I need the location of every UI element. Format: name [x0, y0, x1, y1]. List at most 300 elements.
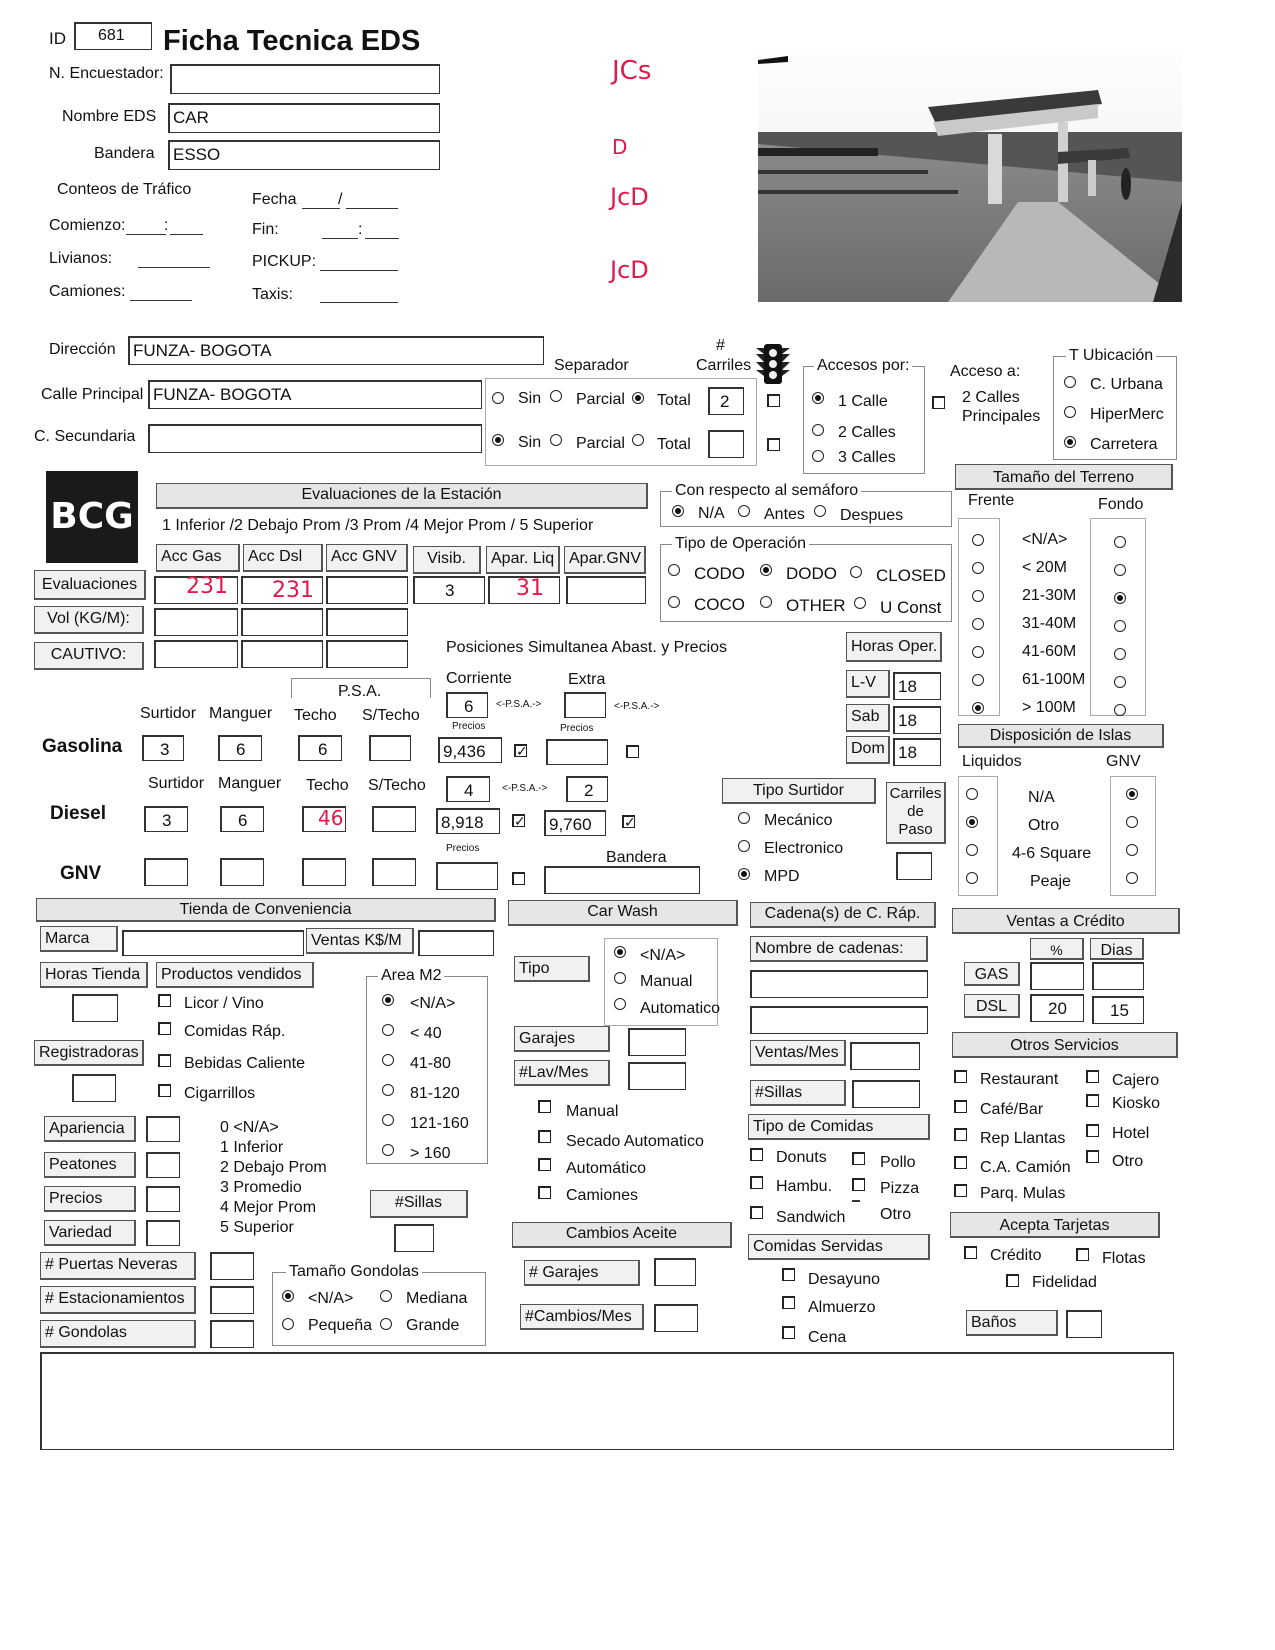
carwash-header: Car Wash: [508, 900, 738, 926]
gondolas-grande-label: Grande: [406, 1317, 460, 1334]
apariencia-field[interactable]: [146, 1116, 180, 1142]
aceite-garajes-field[interactable]: [654, 1258, 696, 1286]
cadenas-nombre-field-1[interactable]: [750, 970, 928, 998]
acceso-a-label: Acceso a:: [950, 363, 1021, 380]
terreno-frente-radio[interactable]: [972, 702, 984, 714]
cadenas-ventas-label: Ventas/Mes: [750, 1040, 846, 1066]
cena-checkbox[interactable]: [782, 1326, 795, 1339]
terreno-frente-label: Frente: [968, 492, 1015, 509]
terreno-option-label: 21-30M: [1022, 587, 1077, 604]
gas-techo-label: Techo: [294, 707, 337, 724]
islas-option-label: 4-6 Square: [1012, 845, 1092, 862]
operacion-coco-radio[interactable]: [668, 596, 680, 608]
operacion-codo-label: CODO: [694, 564, 745, 583]
precios-label: Precios: [44, 1186, 136, 1212]
carwash-c-manual-label: Manual: [566, 1103, 619, 1120]
operacion-coco-label: COCO: [694, 595, 745, 614]
semaforo-principal-checkbox[interactable]: [767, 394, 780, 407]
islas-option-label: N/A: [1028, 789, 1055, 806]
islas-gnv-radio[interactable]: [1126, 816, 1138, 828]
semaforo-antes-radio[interactable]: [738, 505, 750, 517]
carriles-label: Carriles: [696, 357, 752, 374]
islas-gnv-label: GNV: [1106, 753, 1141, 770]
horas-dom-field[interactable]: 18: [893, 738, 941, 766]
area-radio[interactable]: [382, 994, 394, 1006]
area-option-label: 81-120: [410, 1085, 460, 1102]
sep-principal-total-radio[interactable]: [632, 392, 644, 404]
gas-corriente-checkbox[interactable]: ✓: [516, 743, 528, 759]
dsl-surtidor-field[interactable]: 3: [144, 806, 188, 832]
restaurant-label: Restaurant: [980, 1071, 1059, 1088]
gondolas-mediana-radio[interactable]: [380, 1290, 392, 1302]
operacion-dodo-radio[interactable]: [760, 564, 772, 576]
licor-label: Licor / Vino: [184, 995, 264, 1012]
islas-liquidos-radio[interactable]: [966, 788, 978, 800]
surtidor-electronico-label: Electronico: [764, 840, 844, 857]
puertas-neveras-label: # Puertas Neveras: [40, 1252, 196, 1280]
handwritten-mark-4: JcD: [610, 256, 649, 284]
cigarrillos-checkbox[interactable]: [158, 1084, 171, 1097]
fin-label: Fin:: [252, 221, 279, 238]
taxis-label: Taxis:: [252, 286, 293, 303]
operacion-codo-radio[interactable]: [668, 564, 680, 576]
camiones-label: Camiones:: [49, 283, 126, 300]
pollo-label: Pollo: [880, 1154, 916, 1171]
comidas-rap-label: Comidas Ráp.: [184, 1023, 286, 1040]
posiciones-title: Posiciones Simultanea Abast. y Precios: [446, 639, 728, 656]
ubicacion-hipermerc-label: HiperMerc: [1090, 406, 1164, 423]
gas-stecho-label: S/Techo: [362, 707, 420, 724]
area-option-label: 121-160: [410, 1115, 469, 1132]
estacionamientos-field[interactable]: [210, 1286, 254, 1314]
surtidor-electronico-radio[interactable]: [738, 840, 750, 852]
semaforo-secundaria-checkbox[interactable]: [767, 438, 780, 451]
parq-mulas-checkbox[interactable]: [954, 1184, 967, 1197]
carwash-manual-label: Manual: [640, 973, 693, 990]
semaforo-despues-radio[interactable]: [814, 505, 826, 517]
kiosko-label: Kiosko: [1112, 1095, 1161, 1112]
ubicacion-title: T Ubicación: [1066, 348, 1156, 364]
cautivo-acc-gnv-field[interactable]: [326, 640, 408, 668]
gnv-label: GNV: [60, 863, 102, 884]
gnv-manguer-field[interactable]: [220, 858, 264, 886]
gondolas-field[interactable]: [210, 1320, 254, 1348]
extra-label: Extra: [568, 671, 606, 688]
gondolas-na-radio[interactable]: [282, 1290, 294, 1302]
marca-field[interactable]: [122, 930, 304, 956]
livianos-line[interactable]: [138, 267, 210, 268]
handwritten-mark-2: D: [612, 135, 628, 159]
variedad-label: Variedad: [44, 1220, 136, 1246]
gas-techo-field[interactable]: 6: [298, 735, 342, 761]
licor-checkbox[interactable]: [158, 994, 171, 1007]
registradoras-field[interactable]: [72, 1074, 116, 1102]
ca-camion-label: C.A. Camión: [980, 1159, 1071, 1176]
islas-liquidos-radio[interactable]: [966, 844, 978, 856]
gondolas-pequena-label: Pequeña: [308, 1317, 373, 1334]
ubicacion-carretera-radio[interactable]: [1064, 436, 1076, 448]
pizza-checkbox[interactable]: [852, 1178, 865, 1191]
gnv-techo-field[interactable]: [302, 858, 346, 886]
separador-label: Separador: [554, 357, 629, 374]
operacion-closed-radio[interactable]: [850, 566, 862, 578]
terreno-option-label: 41-60M: [1022, 643, 1077, 660]
terreno-fondo-radio[interactable]: [1114, 564, 1126, 576]
direccion-field[interactable]: FUNZA- BOGOTA: [128, 336, 544, 365]
terreno-fondo-radio[interactable]: [1114, 536, 1126, 548]
ventas-tienda-label: Ventas K$/M: [306, 928, 414, 954]
fecha-label: Fecha: [252, 191, 297, 208]
gnv-bandera-field[interactable]: [544, 866, 700, 894]
comienzo-label: Comienzo:: [49, 217, 126, 234]
id-field[interactable]: 681: [74, 22, 152, 50]
hotel-checkbox[interactable]: [1086, 1124, 1099, 1137]
acceso-principales-label: Principales: [962, 408, 1041, 425]
dsl-surtidor-label: Surtidor: [148, 775, 205, 792]
accesos-3calles-radio[interactable]: [812, 450, 824, 462]
gas-surtidor-field[interactable]: 3: [142, 735, 184, 761]
accesos-3calles-label: 3 Calles: [838, 449, 896, 466]
gas-extra-checkbox[interactable]: [626, 745, 639, 758]
comienzo-hour-line[interactable]: [126, 234, 166, 235]
area-radio[interactable]: [382, 1024, 394, 1036]
islas-liquidos-label: Liquidos: [962, 753, 1022, 770]
nombre-eds-label: Nombre EDS: [62, 108, 157, 125]
restaurant-checkbox[interactable]: [954, 1070, 967, 1083]
kiosko-checkbox[interactable]: [1086, 1094, 1099, 1107]
gondolas-mediana-label: Mediana: [406, 1290, 468, 1307]
islas-gnv-radio[interactable]: [1126, 872, 1138, 884]
accesos-1calle-label: 1 Calle: [838, 393, 888, 410]
dsl-extra-checkbox[interactable]: ✓: [624, 814, 636, 830]
accesos-title: Accesos por:: [814, 358, 912, 374]
dsl-psa-arrow: <-P.S.A.->: [502, 783, 548, 794]
terreno-frente-radio[interactable]: [972, 590, 984, 602]
nombre-eds-field[interactable]: CAR: [168, 103, 440, 133]
operacion-dodo-label: DODO: [786, 564, 837, 583]
carwash-na-radio[interactable]: [614, 946, 626, 958]
pizza-label: Pizza: [880, 1180, 920, 1197]
surtidor-mpd-radio[interactable]: [738, 868, 750, 880]
terreno-frente-group: [958, 518, 1000, 716]
cautivo-acc-gas-field[interactable]: [154, 640, 238, 668]
banos-field[interactable]: [1066, 1310, 1102, 1338]
notes-textarea[interactable]: [40, 1352, 1174, 1450]
terreno-fondo-radio[interactable]: [1114, 648, 1126, 660]
credito-dsl-label: DSL: [964, 994, 1020, 1018]
accesos-1calle-radio[interactable]: [812, 392, 824, 404]
terreno-frente-radio[interactable]: [972, 646, 984, 658]
tarjeta-credito-checkbox[interactable]: [964, 1246, 977, 1259]
carwash-automatico-radio[interactable]: [614, 998, 626, 1010]
islas-liquidos-group: [958, 776, 998, 896]
islas-header: Disposición de Islas: [958, 724, 1164, 748]
terreno-fondo-radio[interactable]: [1114, 620, 1126, 632]
rating-scale-item: 4 Mejor Prom: [220, 1199, 317, 1216]
carwash-c-secado-checkbox[interactable]: [538, 1130, 551, 1143]
col-acc-gnv: Acc GNV: [326, 544, 408, 572]
carriles-paso-field[interactable]: [896, 852, 932, 880]
terreno-frente-radio[interactable]: [972, 674, 984, 686]
terreno-frente-radio[interactable]: [972, 534, 984, 546]
islas-liquidos-radio[interactable]: [966, 816, 978, 828]
tienda-sillas-field[interactable]: [394, 1224, 434, 1252]
calle-principal-label: Calle Principal: [41, 386, 144, 403]
col-acc-dsl: Acc Dsl: [243, 544, 323, 572]
gas-extra-precio-field[interactable]: [546, 739, 608, 765]
dsl-manguer-field[interactable]: 6: [220, 806, 264, 832]
fecha-month-line[interactable]: [346, 208, 398, 209]
peatones-field[interactable]: [146, 1152, 180, 1178]
pollo-checkbox[interactable]: [852, 1152, 865, 1165]
carwash-c-automatico-checkbox[interactable]: [538, 1158, 551, 1171]
cafe-checkbox[interactable]: [954, 1100, 967, 1113]
horas-dom-label: Dom: [846, 736, 890, 764]
horas-oper-header: Horas Oper.: [846, 632, 942, 662]
fin-min-line[interactable]: [365, 238, 399, 239]
tarjeta-fidelidad-checkbox[interactable]: [1006, 1274, 1019, 1287]
carwash-c-automatico-label: Automático: [566, 1160, 647, 1177]
carwash-garajes-field[interactable]: [628, 1028, 686, 1056]
sep-principal-sin-radio[interactable]: [492, 392, 504, 404]
calle-secundaria-label: C. Secundaria: [34, 428, 136, 445]
desayuno-checkbox[interactable]: [782, 1268, 795, 1281]
terreno-fondo-radio[interactable]: [1114, 676, 1126, 688]
fecha-day-line[interactable]: [302, 208, 340, 209]
calle-secundaria-field[interactable]: [148, 424, 482, 453]
donuts-checkbox[interactable]: [750, 1148, 763, 1161]
cadenas-ventas-field[interactable]: [850, 1042, 920, 1070]
gnv-stecho-field[interactable]: [372, 858, 416, 886]
col-apar-gnv: Apar.GNV: [564, 546, 646, 574]
area-title: Area M2: [378, 968, 444, 984]
eval-apar-gnv-field[interactable]: [566, 576, 646, 604]
almuerzo-checkbox[interactable]: [782, 1296, 795, 1309]
carriles-principal-field[interactable]: 2: [708, 387, 744, 415]
livianos-label: Livianos:: [49, 250, 113, 267]
cajero-checkbox[interactable]: [1086, 1070, 1099, 1083]
cadenas-nombre-label: Nombre de cadenas:: [750, 936, 928, 962]
encuestador-field[interactable]: [170, 64, 440, 94]
aceite-cambios-field[interactable]: [654, 1304, 698, 1332]
sandwich-checkbox[interactable]: [750, 1206, 763, 1219]
vol-acc-gnv-field[interactable]: [326, 608, 408, 636]
credito-dias-label: Dias: [1090, 938, 1144, 960]
tarjeta-flotas-checkbox[interactable]: [1076, 1248, 1089, 1261]
taxis-line[interactable]: [320, 302, 398, 303]
dsl-corriente-precio-field[interactable]: 8,918: [436, 808, 500, 834]
gas-corriente-psa-field[interactable]: 6: [446, 692, 488, 718]
registradoras-label: Registradoras: [34, 1040, 144, 1066]
hambu-checkbox[interactable]: [750, 1176, 763, 1189]
id-label: ID: [49, 29, 66, 48]
vol-acc-gas-field[interactable]: [154, 608, 238, 636]
terreno-option-label: <N/A>: [1022, 531, 1068, 548]
corriente-label: Corriente: [446, 670, 512, 687]
carwash-lav-field[interactable]: [628, 1062, 686, 1090]
credito-gas-dias-field[interactable]: [1092, 962, 1144, 990]
horas-sab-field[interactable]: 18: [893, 706, 941, 734]
gondolas-pequena-radio[interactable]: [282, 1318, 294, 1330]
row-evaluaciones: Evaluaciones: [34, 570, 146, 600]
precios-field[interactable]: [146, 1186, 180, 1212]
islas-option-label: Peaje: [1030, 873, 1071, 890]
diesel-label: Diesel: [50, 803, 106, 824]
rep-llantas-label: Rep Llantas: [980, 1130, 1066, 1147]
gnv-surtidor-field[interactable]: [144, 858, 188, 886]
accesos-2calles-radio[interactable]: [812, 424, 824, 436]
gnv-precio-field[interactable]: [436, 862, 498, 890]
terreno-option-label: 31-40M: [1022, 615, 1077, 632]
camiones-line[interactable]: [130, 300, 192, 301]
calle-principal-field[interactable]: FUNZA- BOGOTA: [148, 380, 482, 409]
operacion-uconst-label: U Const: [880, 598, 942, 617]
tarjeta-flotas-label: Flotas: [1102, 1250, 1146, 1267]
surtidor-mecanico-radio[interactable]: [738, 812, 750, 824]
surtidor-mecanico-label: Mecánico: [764, 812, 833, 829]
desayuno-label: Desayuno: [808, 1271, 881, 1288]
sep-secundaria-sin-radio[interactable]: [492, 434, 504, 446]
sep-secundaria-total-radio[interactable]: [632, 434, 644, 446]
direccion-label: Dirección: [49, 341, 116, 358]
gnv-checkbox[interactable]: [512, 872, 525, 885]
carwash-automatico-label: Automatico: [640, 1000, 721, 1017]
surtidor-mpd-label: MPD: [764, 868, 800, 885]
evaluaciones-scale: 1 Inferior /2 Debajo Prom /3 Prom /4 Mejor Prom / 5 Superior: [162, 517, 594, 534]
carwash-c-camiones-checkbox[interactable]: [538, 1186, 551, 1199]
carwash-na-label: <N/A>: [640, 947, 686, 964]
area-radio[interactable]: [382, 1114, 394, 1126]
sep-principal-parcial-radio[interactable]: [550, 390, 562, 402]
dsl-corriente-checkbox[interactable]: ✓: [514, 813, 526, 829]
otros-header: Otros Servicios: [952, 1032, 1178, 1058]
sep-secundaria-parcial-label: Parcial: [576, 435, 625, 452]
cadenas-header: Cadena(s) de C. Ráp.: [750, 902, 936, 928]
dsl-corriente-psa-field[interactable]: 4: [446, 776, 490, 802]
operacion-other-radio[interactable]: [760, 596, 772, 608]
horas-tienda-field[interactable]: [72, 994, 118, 1022]
carwash-c-manual-checkbox[interactable]: [538, 1100, 551, 1113]
comienzo-min-line[interactable]: [170, 234, 203, 235]
cautivo-acc-dsl-field[interactable]: [241, 640, 323, 668]
vol-acc-dsl-field[interactable]: [241, 608, 323, 636]
eval-visib-field[interactable]: 3: [413, 576, 485, 604]
carriles-secundaria-field[interactable]: [708, 430, 744, 458]
gondolas-na-label: <N/A>: [308, 1290, 354, 1307]
tipo-surtidor-header: Tipo Surtidor: [722, 778, 876, 804]
otro-servicio-label: Otro: [1112, 1153, 1144, 1170]
fin-hour-line[interactable]: [322, 238, 358, 239]
carriles-paso-label: Carriles de Paso: [886, 782, 946, 844]
ubicacion-urbana-radio[interactable]: [1064, 376, 1076, 388]
otro-comida-label: Otro: [880, 1206, 912, 1223]
terreno-fondo-radio[interactable]: [1114, 592, 1126, 604]
terreno-frente-radio[interactable]: [972, 562, 984, 574]
rep-llantas-checkbox[interactable]: [954, 1128, 967, 1141]
dsl-extra-precio-field[interactable]: 9,760: [544, 810, 606, 836]
islas-gnv-radio[interactable]: [1126, 788, 1138, 800]
ca-camion-checkbox[interactable]: [954, 1156, 967, 1169]
credito-dsl-dias-field[interactable]: 15: [1092, 996, 1144, 1024]
gondolas-grande-radio[interactable]: [380, 1318, 392, 1330]
area-radio[interactable]: [382, 1084, 394, 1096]
eval-acc-gnv-field[interactable]: [326, 576, 408, 604]
dsl-precios-label: Precios: [446, 843, 480, 854]
bandera-label: Bandera: [94, 145, 155, 162]
semaforo-na-radio[interactable]: [672, 505, 684, 517]
area-radio[interactable]: [382, 1054, 394, 1066]
ubicacion-urbana-label: C. Urbana: [1090, 376, 1163, 393]
sep-secundaria-parcial-radio[interactable]: [550, 434, 562, 446]
gas-stecho-field[interactable]: [369, 735, 411, 761]
traffic-light-icon: [756, 342, 790, 386]
apariencia-label: Apariencia: [44, 1116, 136, 1142]
operacion-uconst-radio[interactable]: [854, 597, 866, 609]
peatones-label: Peatones: [44, 1152, 136, 1178]
carwash-manual-radio[interactable]: [614, 972, 626, 984]
terreno-option-label: > 100M: [1022, 699, 1076, 716]
otro-servicio-checkbox[interactable]: [1086, 1150, 1099, 1163]
gas-manguer-field[interactable]: 6: [218, 735, 262, 761]
acceso-2calles-checkbox[interactable]: [932, 396, 945, 409]
credito-gas-pct-field[interactable]: [1030, 962, 1084, 990]
dsl-extra-psa-field[interactable]: 2: [566, 776, 608, 802]
rating-scale-item: 0 <N/A>: [220, 1119, 279, 1136]
credito-dsl-pct-field[interactable]: 20: [1030, 994, 1084, 1022]
carwash-garajes-label: Garajes: [514, 1026, 610, 1052]
tarjetas-header: Acepta Tarjetas: [950, 1212, 1160, 1238]
horas-lv-field[interactable]: 18: [893, 672, 941, 700]
terreno-frente-radio[interactable]: [972, 618, 984, 630]
hambu-label: Hambu.: [776, 1178, 833, 1195]
col-visib: Visib.: [413, 546, 481, 574]
bebidas-checkbox[interactable]: [158, 1054, 171, 1067]
donuts-label: Donuts: [776, 1149, 827, 1166]
semaforo-na-label: N/A: [698, 505, 725, 522]
dsl-stecho-field[interactable]: [372, 806, 416, 832]
gas-corriente-precio-field[interactable]: 9,436: [438, 737, 502, 763]
tienda-header: Tienda de Conveniencia: [36, 898, 496, 922]
islas-liquidos-radio[interactable]: [966, 872, 978, 884]
cadenas-nombre-field-2[interactable]: [750, 1006, 928, 1034]
handwritten-acc-gas: 231: [186, 574, 228, 599]
puertas-neveras-field[interactable]: [210, 1252, 254, 1280]
horas-tienda-label: Horas Tienda: [40, 962, 148, 988]
handwritten-mark-3: JcD: [610, 183, 649, 211]
cadenas-sillas-field[interactable]: [852, 1080, 920, 1108]
operacion-title: Tipo de Operación: [672, 536, 809, 552]
bcg-logo: BCG: [46, 471, 138, 563]
pickup-line[interactable]: [320, 270, 398, 271]
ventas-tienda-field[interactable]: [418, 930, 494, 956]
sep-secundaria-total-label: Total: [657, 436, 691, 453]
station-photo: [758, 52, 1182, 302]
gas-extra-psa-field[interactable]: [564, 692, 606, 718]
comidas-rap-checkbox[interactable]: [158, 1022, 171, 1035]
psa-label: P.S.A.: [338, 683, 382, 700]
area-radio[interactable]: [382, 1144, 394, 1156]
gas-precios-label: Precios: [452, 721, 486, 732]
otro-comida-checkbox[interactable]: [852, 1200, 860, 1213]
aceite-cambios-label: #Cambios/Mes: [520, 1304, 644, 1330]
horas-lv-label: L-V: [846, 670, 890, 698]
bandera-field[interactable]: ESSO: [168, 140, 440, 170]
cafe-label: Café/Bar: [980, 1101, 1044, 1118]
terreno-fondo-radio[interactable]: [1114, 704, 1126, 716]
islas-gnv-radio[interactable]: [1126, 844, 1138, 856]
variedad-field[interactable]: [146, 1220, 180, 1246]
ubicacion-hipermerc-radio[interactable]: [1064, 406, 1076, 418]
